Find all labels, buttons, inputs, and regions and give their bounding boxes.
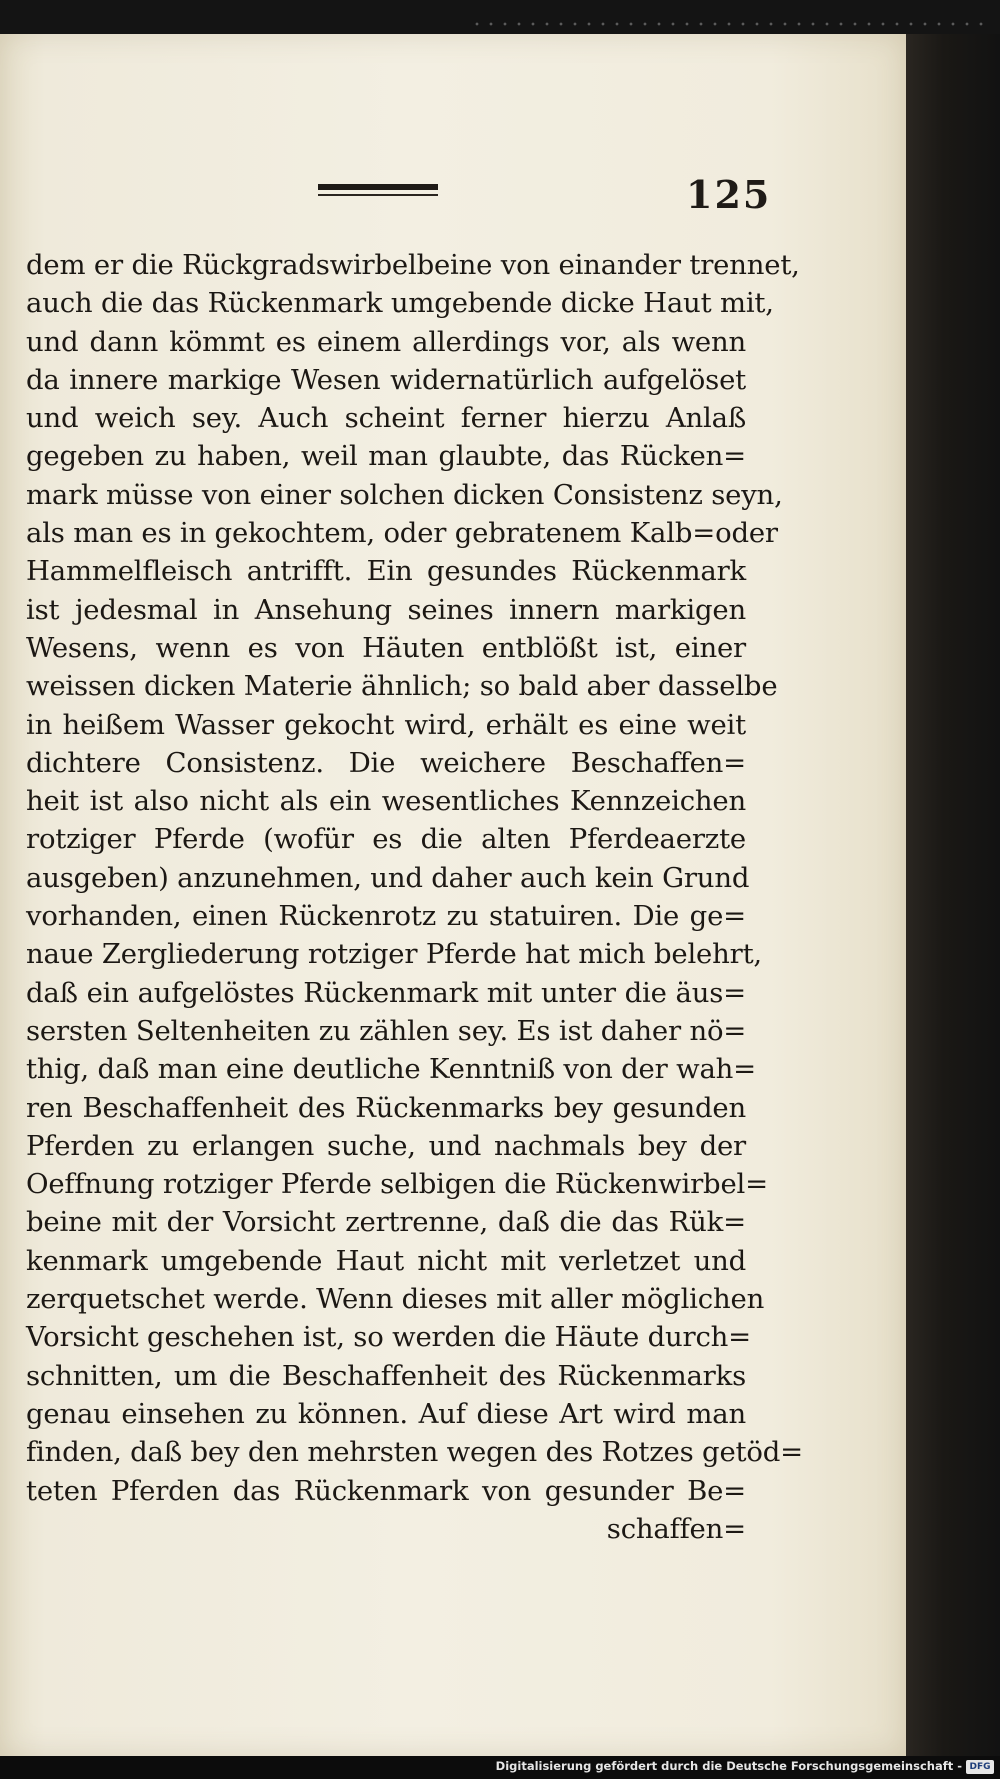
text-line: daß ein aufgelöstes Rückenmark mit unter die äus= (26, 976, 746, 1009)
text-line: und dann kömmt es einem allerdings vor, als wenn (26, 325, 746, 358)
digitization-footer (0, 1756, 1000, 1779)
text-line: gegeben zu haben, weil man glaubte, das Rücken= (26, 440, 746, 473)
scan-top-border (0, 0, 1000, 36)
header-ornament-rule (318, 184, 438, 198)
text-line: Oeffnung rotziger Pferde selbigen die Rückenwirbel= (26, 1168, 768, 1201)
body-text (26, 246, 803, 1548)
text-line: ausgeben) anzunehmen, und daher auch kein Grund (26, 861, 750, 894)
text-line: schnitten, um die Beschaffenheit des Rückenmarks (26, 1359, 746, 1392)
text-line: Pferden zu erlangen suche, und nachmals bey der (26, 1129, 746, 1162)
text-line: finden, daß bey den mehrsten wegen des Rotzes getöd= (26, 1436, 803, 1469)
text-line: auch die das Rückenmark umgebende dicke Haut mit, (26, 287, 774, 320)
text-line: teten Pferden das Rückenmark von gesunder Be= (26, 1474, 746, 1507)
page-number: 125 (686, 172, 772, 217)
text-line: sersten Seltenheiten zu zählen sey. Es ist daher nö= (26, 1014, 747, 1047)
text-line: dem er die Rückgradswirbelbeine von einander trennet, (26, 249, 800, 281)
scan-dark-margin (906, 34, 1000, 1756)
text-line: da innere markige Wesen widernatürlich aufgelöset (26, 363, 746, 396)
text-line: in heißem Wasser gekocht wird, erhält es eine weit (26, 708, 746, 741)
text-line: Hammelfleisch antrifft. Ein gesundes Rückenmark (26, 555, 746, 588)
scan-edge-dots (470, 22, 990, 26)
header-rule-thin (318, 194, 438, 196)
text-line: rotziger Pferde (wofür es die alten Pferdeaerzte (26, 823, 746, 856)
text-line: dichtere Consistenz. Die weichere Beschaffen= (26, 746, 746, 779)
text-line: naue Zergliederung rotziger Pferde hat mich belehrt, (26, 938, 762, 971)
text-line: Vorsicht geschehen ist, so werden die Häute durch= (26, 1321, 751, 1354)
text-line: zerquetschet werde. Wenn dieses mit aller möglichen (26, 1283, 765, 1316)
text-line: heit ist also nicht als ein wesentliches Kennzeichen (26, 785, 746, 818)
text-line: vorhanden, einen Rückenrotz zu statuiren. Die ge= (26, 900, 746, 933)
catchword: schaffen= (606, 1512, 746, 1545)
header-rule-thick (318, 184, 438, 190)
text-line: als man es in gekochtem, oder gebratenem Kalb=oder (26, 517, 778, 550)
text-line: mark müsse von einer solchen dicken Consistenz seyn, (26, 478, 783, 511)
footer-credit: Digitalisierung gefördert durch die Deutsche Forschungsgemeinschaft - (495, 1759, 962, 1773)
text-line: genau einsehen zu können. Auf diese Art wird man (26, 1397, 746, 1430)
text-line: thig, daß man eine deutliche Kenntniß von der wah= (26, 1053, 757, 1086)
text-line: ist jedesmal in Ansehung seines innern markigen (26, 593, 746, 626)
page-header (0, 144, 906, 217)
text-line: weissen dicken Materie ähnlich; so bald aber dasselbe (26, 670, 778, 703)
dfg-logo: DFG (966, 1760, 994, 1774)
text-line: Wesens, wenn es von Häuten entblößt ist, einer (26, 631, 746, 664)
text-line: kenmark umgebende Haut nicht mit verletzet und (26, 1244, 746, 1277)
text-line: beine mit der Vorsicht zertrenne, daß die das Rük= (26, 1206, 746, 1239)
text-line: und weich sey. Auch scheint ferner hierzu Anlaß (26, 402, 746, 435)
text-line: ren Beschaffenheit des Rückenmarks bey gesunden (26, 1091, 746, 1124)
